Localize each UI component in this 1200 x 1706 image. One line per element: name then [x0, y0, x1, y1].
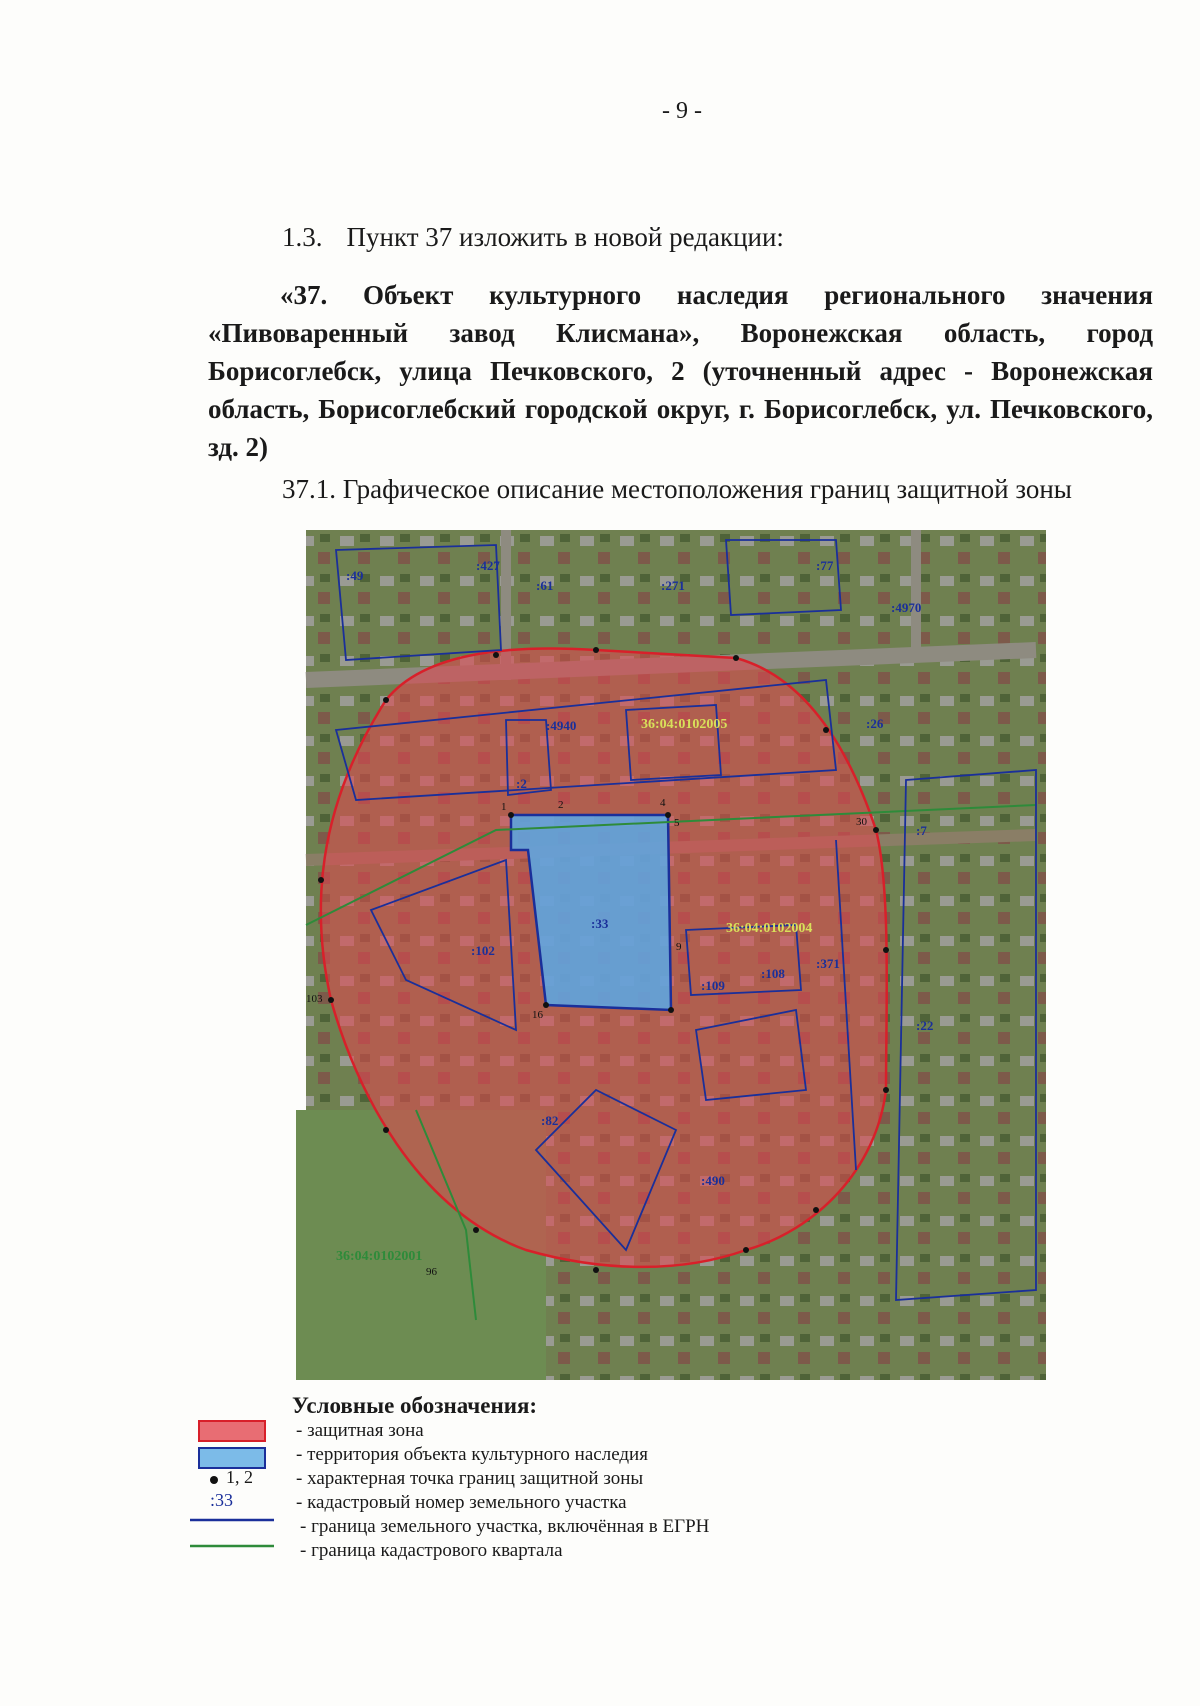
parcel-label: :2: [516, 776, 527, 791]
legend-item-parcel-boundary: - граница земельного участка, включённая в ЕГРН: [300, 1516, 710, 1537]
parcel-label: :271: [661, 578, 685, 593]
point-label: 30: [856, 816, 867, 828]
point-label: 1: [501, 801, 507, 813]
parcel-label: :490: [701, 1173, 725, 1188]
point-label: 9: [676, 941, 682, 953]
parcel-label: :26: [866, 716, 884, 731]
point-label: 5: [674, 817, 680, 829]
section-number: 1.3.: [282, 222, 323, 252]
parcel-label: :4970: [891, 600, 922, 615]
white-margin: [296, 1050, 306, 1110]
parcel-label: :7: [916, 823, 927, 838]
point-label: 16: [532, 1009, 543, 1021]
object-paragraph: «37. Объект культурного наследия регионального значения «Пивоваренный завод Клисмана», Воронежская область, город Борисоглебск, улица Печковского, 2 (уточненный адрес - Воронежская область, Борисоглебский городской округ, г. Борисоглебск, ул. Печковского, зд. 2): [208, 280, 1153, 462]
parcel-label: :49: [346, 568, 364, 583]
legend-quarter-line: [190, 1543, 274, 1549]
page-number: - 9 -: [662, 98, 702, 124]
legend-item-object: - территория объекта культурного наследия: [296, 1444, 648, 1465]
parcel-label: :61: [536, 578, 554, 593]
quarter-label: 36:04:0102004: [726, 921, 813, 936]
parcel-label: :77: [816, 558, 834, 573]
legend-zone-swatch: [198, 1420, 266, 1442]
parcel-label: :22: [916, 1018, 934, 1033]
point-label: 103: [306, 993, 323, 1005]
legend-point-dot: [208, 1474, 220, 1486]
point-label: 96: [426, 1266, 437, 1278]
legend-title: Условные обозначения:: [292, 1393, 538, 1418]
parcel-label: :102: [471, 943, 495, 958]
point-label: 4: [660, 797, 666, 809]
quarter-label: 36:04:0102001: [336, 1249, 423, 1264]
parcel-label: :108: [761, 966, 785, 981]
legend-point-symbol-label: 1, 2: [226, 1467, 253, 1487]
point-label: 2: [558, 799, 564, 811]
legend-item-quarter-boundary: - граница кадастрового квартала: [300, 1540, 563, 1561]
legend-item-parcel-number: - кадастровый номер земельного участка: [296, 1492, 627, 1513]
subsection-heading: 37.1. Графическое описание местоположения границ защитной зоны: [282, 474, 1072, 504]
parcel-label: :33: [591, 916, 609, 931]
section-heading: [282, 222, 784, 253]
parcel-label: :4940: [546, 718, 577, 733]
quarter-label: 36:04:0102005: [641, 717, 728, 732]
legend-parcel-line: [190, 1517, 274, 1523]
section-text: Пункт 37 изложить в новой редакции:: [346, 222, 784, 252]
parcel-label: :82: [541, 1113, 559, 1128]
legend-parcel-symbol-label: :33: [210, 1490, 234, 1510]
legend-item-zone: - защитная зона: [296, 1420, 424, 1441]
map-figure: [296, 530, 1046, 1380]
parcel-label: :371: [816, 956, 840, 971]
legend-item-point: - характерная точка границ защитной зоны: [296, 1468, 644, 1489]
parcel-label: :427: [476, 558, 500, 573]
parcel-label: :109: [701, 978, 725, 993]
legend-object-swatch: [198, 1447, 266, 1469]
